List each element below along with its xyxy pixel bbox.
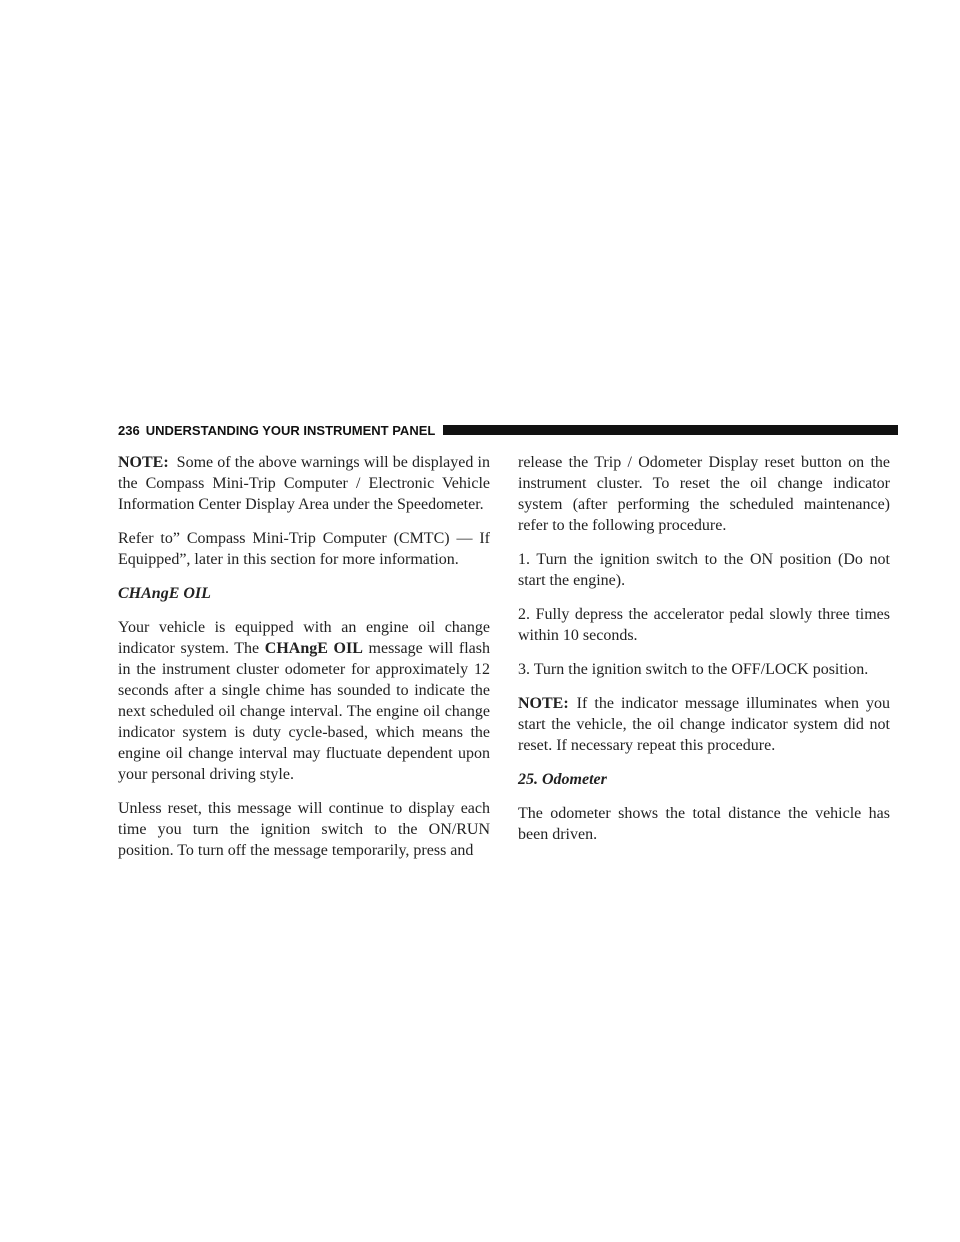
left-column: [118, 452, 490, 861]
odometer-paragraph: The odometer shows the total distance the vehicle has been driven.: [518, 805, 890, 843]
refer-paragraph: Refer to” Compass Mini-Trip Computer (CMTC) — If Equipped”, later in this section for more information.: [118, 530, 490, 568]
reset-continued-paragraph: release the Trip / Odometer Display reset button on the instrument cluster. To reset the oil change indicator system (after performing the scheduled maintenance) refer to the following procedure.: [518, 454, 890, 534]
change-oil-inline-label: CHAngE OIL: [264, 640, 363, 657]
step-2: 2. Fully depress the accelerator pedal slowly three times within 10 seconds.: [518, 606, 890, 644]
note-text: Some of the above warnings will be displayed in the Compass Mini-Trip Computer / Electronic Vehicle Information Center Display Area under the Speedometer.: [118, 454, 490, 513]
note-paragraph-2: [518, 693, 890, 756]
change-oil-text-start: Your vehicle is equipped with an engine oil change indicator system. The: [118, 619, 490, 657]
change-oil-paragraph: [118, 617, 490, 785]
note-label: NOTE:: [118, 454, 169, 471]
change-oil-heading: CHAngE OIL: [118, 585, 211, 602]
page-header: [118, 422, 898, 438]
right-column: [518, 452, 890, 858]
note-text-2: If the indicator message illuminates when you start the vehicle, the oil change indicator system did not reset. If necessary repeat this procedure.: [518, 695, 890, 754]
change-oil-text-end: message will flash in the instrument cluster odometer for approximately 12 seconds after a single chime has sounded to indicate the next scheduled oil change interval. The engine oil change indicator system is duty cycle-based, which means the engine oil change interval may fluctuate dependent upon your personal driving style.: [118, 640, 490, 783]
step-1: 1. Turn the ignition switch to the ON position (Do not start the engine).: [518, 551, 890, 589]
section-title: UNDERSTANDING YOUR INSTRUMENT PANEL: [145, 422, 436, 438]
note-paragraph: [118, 452, 490, 515]
odometer-heading: 25. Odometer: [518, 771, 607, 788]
reset-paragraph: Unless reset, this message will continue to display each time you turn the ignition switch to the ON/RUN position. To turn off the message temporarily, press and: [118, 800, 490, 859]
note-label-2: NOTE:: [518, 695, 569, 712]
header-rule: [443, 425, 898, 435]
page-number: 236: [118, 422, 140, 438]
step-3: 3. Turn the ignition switch to the OFF/LOCK position.: [518, 661, 869, 678]
